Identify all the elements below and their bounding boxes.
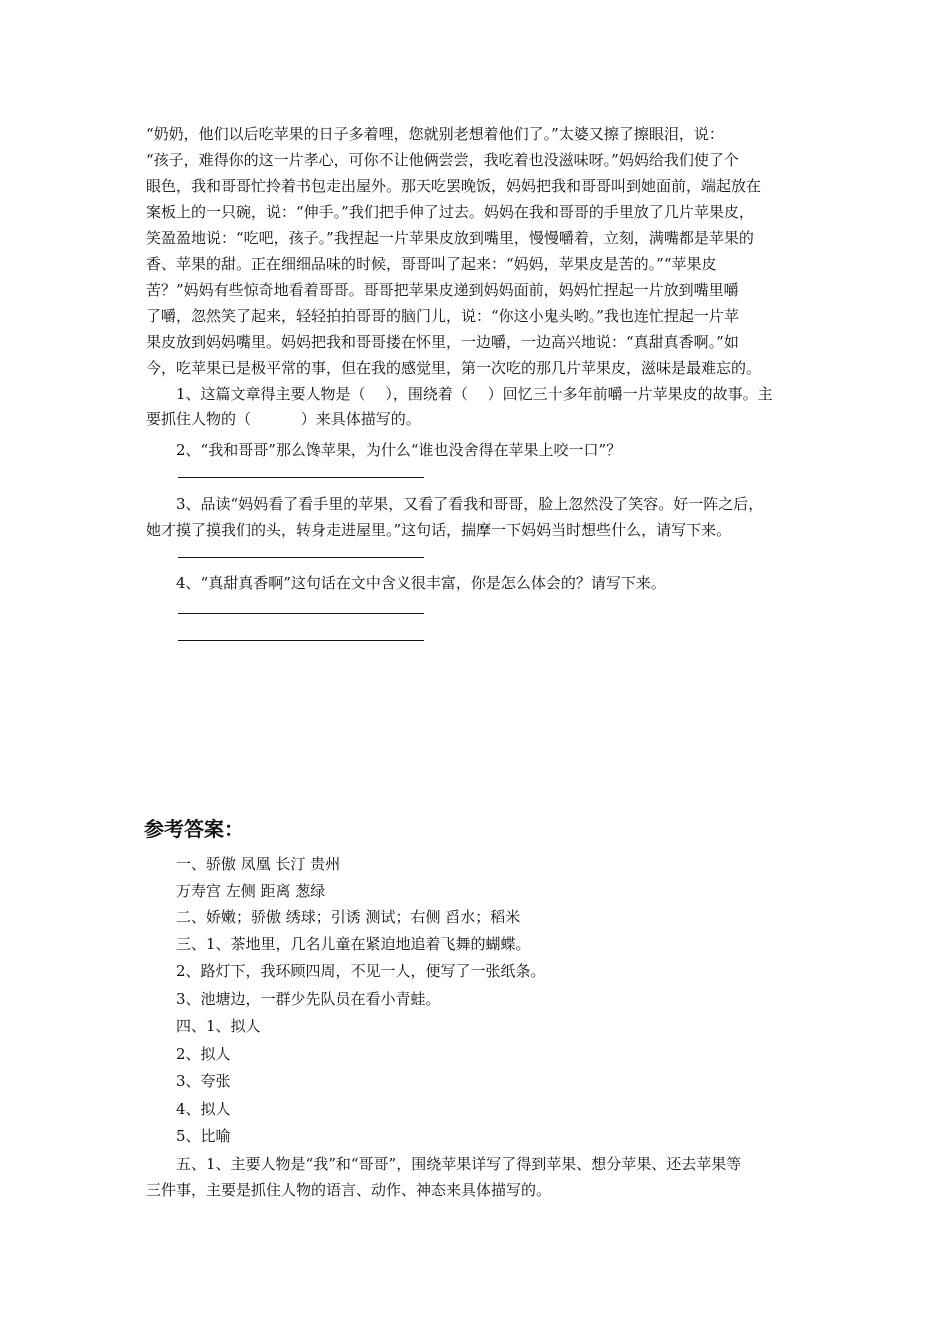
question-3-line-1: 3、品读“妈妈看了看手里的苹果，又看了看我和哥哥，脸上忽然没了笑容。好一阵之后， — [176, 495, 764, 513]
answer-blank-q3[interactable] — [178, 557, 424, 558]
answer-five-line-1: 五、1、主要人物是“我”和“哥哥”，围绕苹果详写了得到苹果、想分苹果、还去苹果等 — [176, 1155, 742, 1173]
answer-blank-q4-1[interactable] — [178, 613, 424, 614]
story-line: 案板上的一只碗，说：“伸手。”我们把手伸了过去。妈妈在我和哥哥的手里放了几片苹果皮， — [146, 203, 754, 221]
answers-heading: 参考答案： — [144, 817, 244, 841]
story-line: 笑盈盈地说：“吃吧，孩子。”我捏起一片苹果皮放到嘴里，慢慢嚼着，立刻，满嘴都是苹果的 — [146, 229, 754, 247]
question-4: 4、“真甜真香啊”这句话在文中含义很丰富，你是怎么体会的？请写下来。 — [176, 574, 666, 592]
question-2: 2、“我和哥哥”那么馋苹果，为什么“谁也没舍得在苹果上咬一口”？ — [176, 441, 622, 459]
answer-item: 2、路灯下，我环顾四周，不见一人，便写了一张纸条。 — [176, 962, 546, 980]
answer-item: 一、骄傲 凤凰 长汀 贵州 — [176, 855, 341, 873]
answer-item: 三、1、茶地里，几名儿童在紧迫地追着飞舞的蝴蝶。 — [176, 935, 531, 953]
story-line: 香、苹果的甜。正在细细品味的时候，哥哥叫了起来：“妈妈，苹果皮是苦的。”“苹果皮 — [146, 255, 717, 273]
answer-item: 4、拟人 — [176, 1100, 231, 1118]
story-line: 苦？”妈妈有些惊奇地看着哥哥。哥哥把苹果皮递到妈妈面前，妈妈忙捏起一片放到嘴里嚼 — [146, 281, 739, 299]
question-3-line-2: 她才摸了摸我们的头，转身走进屋里。”这句话，揣摩一下妈妈当时想些什么，请写下来。 — [146, 521, 732, 539]
question-1-line-1: 1、这篇文章得主要人物是（ ），围绕着（ ）回忆三十多年前嚼一片苹果皮的故事。主 — [176, 385, 773, 403]
story-line: 眼色，我和哥哥忙拎着书包走出屋外。那天吃罢晚饭，妈妈把我和哥哥叫到她面前，端起放在 — [146, 177, 762, 195]
answer-item: 万寿宫 左侧 距离 葱绿 — [176, 882, 326, 900]
story-line: 今，吃苹果已是极平常的事，但在我的感觉里，第一次吃的那几片苹果皮，滋味是最难忘的。 — [146, 359, 762, 377]
story-line: “孩子，难得你的这一片孝心，可你不让他俩尝尝，我吃着也没滋味呀。”妈妈给我们使了个 — [146, 151, 739, 169]
answer-blank-q4-2[interactable] — [178, 640, 424, 641]
answer-item: 5、比喻 — [176, 1127, 231, 1145]
story-line: 果皮放到妈妈嘴里。妈妈把我和哥哥搂在怀里，一边嚼，一边高兴地说：“真甜真香啊。”如 — [146, 333, 739, 351]
answer-five-line-2: 三件事，主要是抓住人物的语言、动作、神态来具体描写的。 — [146, 1181, 552, 1199]
answer-item: 3、夸张 — [176, 1072, 231, 1090]
answer-item: 2、拟人 — [176, 1045, 231, 1063]
story-line: 了嚼，忽然笑了起来，轻轻拍拍哥哥的脑门儿，说：“你这小鬼头哟。”我也连忙捏起一片苹 — [146, 307, 739, 325]
answer-blank-q2[interactable] — [178, 477, 424, 478]
answer-item: 二、娇嫩；骄傲 绣球；引诱 测试；右侧 舀水；稻米 — [176, 908, 521, 926]
answer-item: 四、1、拟人 — [176, 1017, 261, 1035]
story-line: “奶奶，他们以后吃苹果的日子多着哩，您就别老想着他们了。”太婆又擦了擦眼泪，说： — [146, 125, 724, 143]
answer-item: 3、池塘边，一群少先队员在看小青蛙。 — [176, 990, 441, 1008]
question-1-line-2: 要抓住人物的（ ）来具体描写的。 — [146, 410, 421, 428]
